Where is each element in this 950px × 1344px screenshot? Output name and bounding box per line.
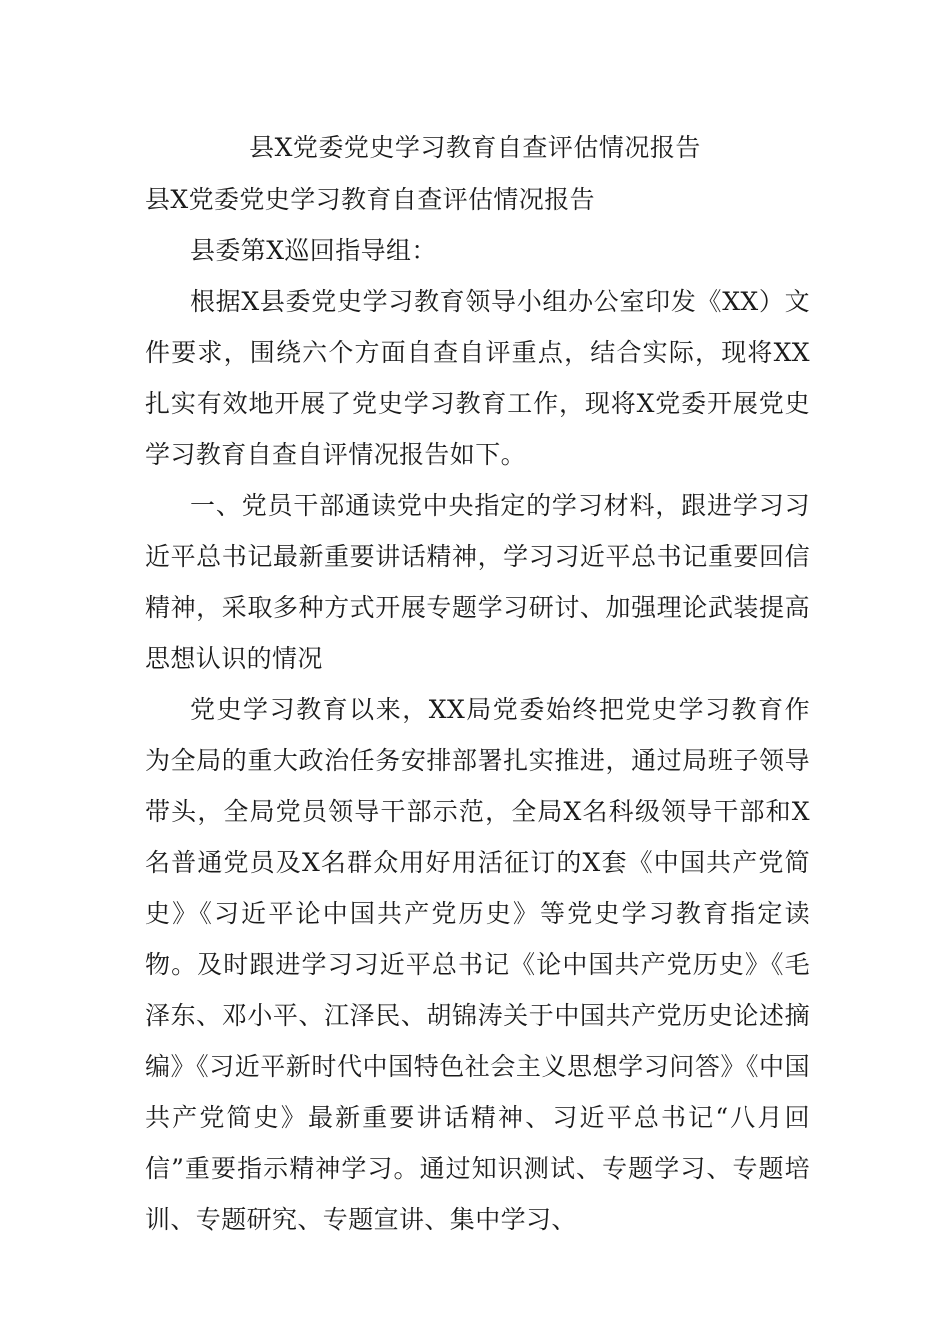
document-body — [145, 174, 810, 1245]
document-title: 县X党委党史学习教育自查评估情况报告 — [249, 133, 701, 162]
salutation: 县委第X巡回指导组： — [190, 236, 437, 265]
section-paragraph: 党史学习教育以来，XX局党委始终把党史学习教育作为全局的重大政治任务安排部署扎实推进，通过局班子领导带头，全局党员领导干部示范，全局X名科级领导干部和X名普通党员及X名群众用好用活征订的X套《中国共产党简史》《习近平论中国共产党历史》等党史学习教育指定读物。及时跟进学习习近平总书记《论中国共产党历史》《毛泽东、邓小平、江泽民、胡锦涛关于中国共产党历史论述摘编》《习近平新时代中国特色社会主义思想学习问答》《中国共产党简史》最新重要讲话精神、习近平总书记“八月回信”重要指示精神学习。通过知识测试、专题学习、专题培训、专题研究、专题宣讲、集中学习、 — [145, 695, 810, 1234]
intro-paragraph: 根据X县委党史学习教育领导小组办公室印发《XX）文件要求，围绕六个方面自查自评重点，结合实际，现将XX扎实有效地开展了党史学习教育工作，现将X党委开展党史学习教育自查自评情况报告如下。 — [145, 287, 810, 469]
document-subtitle: 县X党委党史学习教育自查评估情况报告 — [145, 185, 595, 214]
section-heading: 一、党员干部通读党中央指定的学习材料，跟进学习习近平总书记最新重要讲话精神，学习习近平总书记重要回信精神，采取多种方式开展专题学习研讨、加强理论武装提高思想认识的情况 — [145, 491, 810, 673]
